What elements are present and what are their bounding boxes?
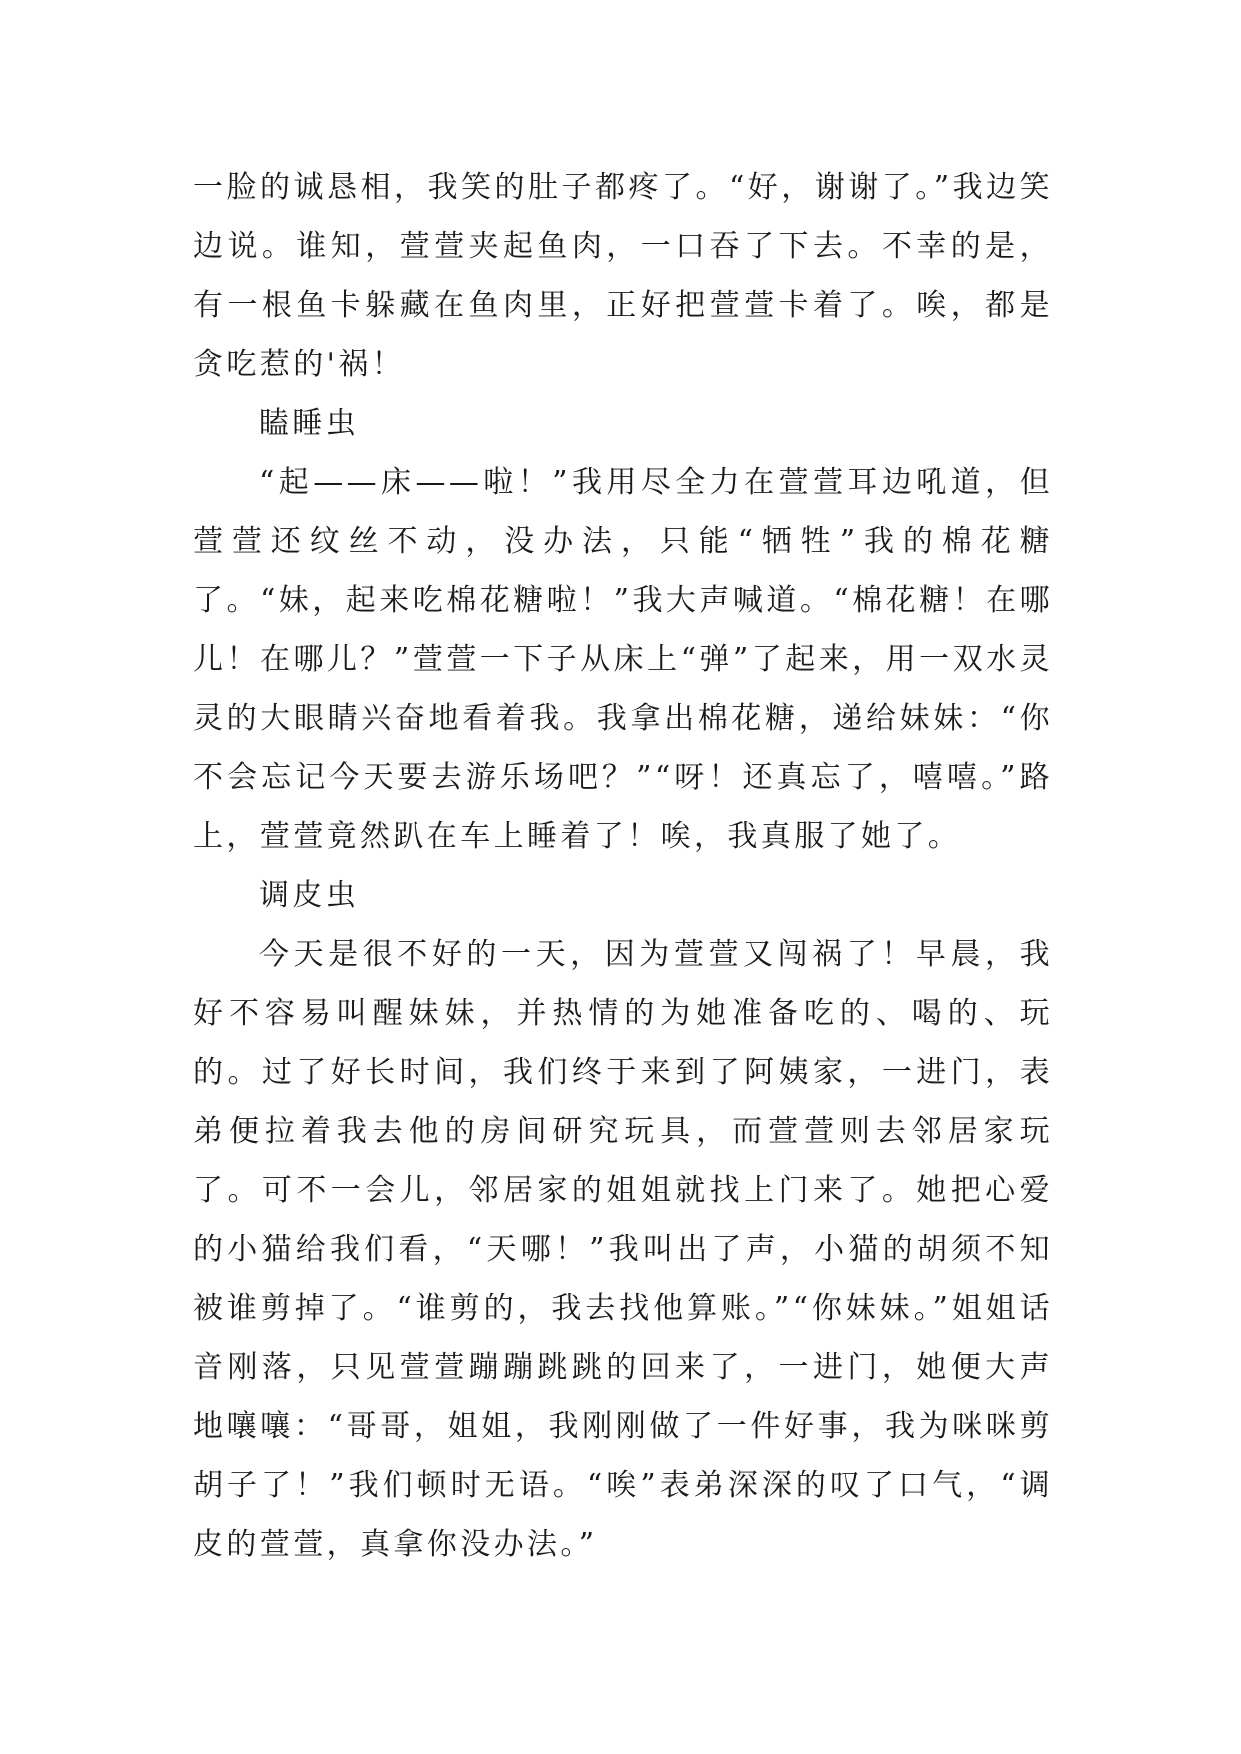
paragraph-greedy-continuation: 一脸的诚恳相，我笑的肚子都疼了。“好，谢谢了。”我边笑边说。谁知，萱萱夹起鱼肉，一口吞了下去。不幸的是，有一根鱼卡躲藏在鱼肉里，正好把萱萱卡着了。唉，都是贪吃惹的'祸！ xyxy=(193,170,1053,382)
section-heading-sleepy: 瞌睡虫 xyxy=(259,406,360,441)
paragraph-sleepy: “起——床——啦！”我用尽全力在萱萱耳边吼道，但萱萱还纹丝不动，没办法，只能“牺牲”我的棉花糖了。“妹，起来吃棉花糖啦！”我大声喊道。“棉花糖！在哪儿！在哪儿？”萱萱一下子从床上“弹”了起来，用一双水灵灵的大眼睛兴奋地看着我。我拿出棉花糖，递给妹妹：“你不会忘记今天要去游乐场吧？”“呀！还真忘了，嘻嘻。”路上，萱萱竟然趴在车上睡着了！唉，我真服了她了。 xyxy=(193,465,1053,854)
document-body xyxy=(193,158,1053,1574)
paragraph-naughty: 今天是很不好的一天，因为萱萱又闯祸了！早晨，我好不容易叫醒妹妹，并热情的为她准备吃的、喝的、玩的。过了好长时间，我们终于来到了阿姨家，一进门，表弟便拉着我去他的房间研究玩具，而萱萱则去邻居家玩了。可不一会儿，邻居家的姐姐就找上门来了。她把心爱的小猫给我们看，“天哪！”我叫出了声，小猫的胡须不知被谁剪掉了。“谁剪的，我去找他算账。”“你妹妹。”姐姐话音刚落，只见萱萱蹦蹦跳跳的回来了，一进门，她便大声地嚷嚷：“哥哥，姐姐，我刚刚做了一件好事，我为咪咪剪胡子了！”我们顿时无语。“唉”表弟深深的叹了口气，“调皮的萱萱，真拿你没办法。” xyxy=(193,937,1053,1562)
section-heading-naughty: 调皮虫 xyxy=(259,878,360,913)
